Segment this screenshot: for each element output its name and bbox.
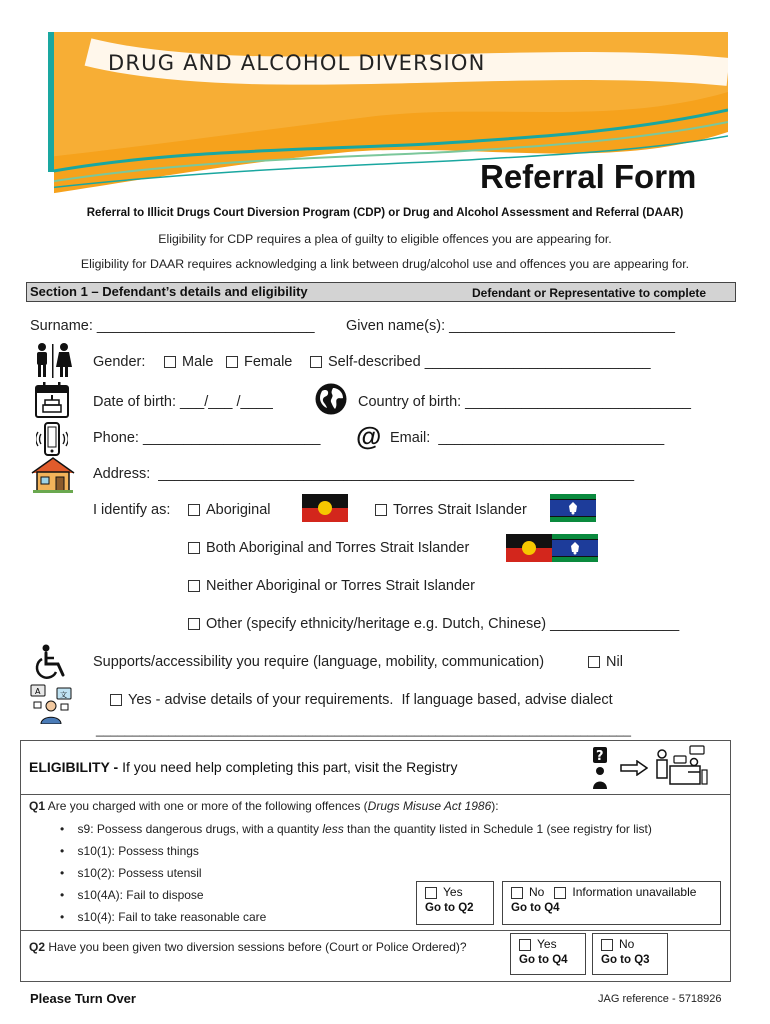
registry-desk-icon (654, 744, 708, 788)
q1-yes-goto: Go to Q2 (425, 902, 474, 914)
globe-icon (314, 382, 348, 416)
phone-icon (36, 422, 68, 456)
other-checkbox[interactable] (188, 618, 200, 630)
q2-no-label: No (619, 937, 635, 951)
daar-note: Eligibility for DAAR requires acknowledging a link between drug/alcohol use and offences you are appearing for. (80, 257, 690, 271)
yes-requirements-checkbox[interactable] (110, 694, 122, 706)
house-icon (30, 456, 76, 494)
gender-self-option[interactable] (310, 354, 651, 370)
q2-yes-goto: Go to Q4 (519, 954, 568, 966)
svg-text:?: ? (596, 749, 604, 764)
q1-end: ): (491, 799, 499, 813)
male-label: Male (182, 354, 214, 370)
identify-both-option[interactable] (188, 540, 469, 556)
q2-no-checkbox[interactable] (601, 939, 613, 951)
q2-text: Have you been given two diversion sessions before (Court or Police Ordered)? (48, 940, 467, 954)
tsi-label: Torres Strait Islander (393, 502, 527, 518)
both-label: Both Aboriginal and Torres Strait Islander (206, 540, 470, 556)
section-who: Defendant or Representative to complete (472, 286, 707, 300)
surname-field[interactable]: Surname: ___________________________ (30, 318, 315, 334)
arrow-right-icon (620, 760, 648, 776)
supports-label: Supports/accessibility you require (language, mobility, communication) (93, 654, 545, 670)
q2-no-goto: Go to Q3 (601, 954, 650, 966)
aboriginal-label: Aboriginal (206, 502, 271, 518)
phone-field[interactable]: Phone: ______________________ (93, 430, 321, 446)
q1-text: Are you charged with one or more of the following offences ( (47, 799, 368, 813)
q2-yes-label: Yes (537, 937, 557, 951)
form-subtitle: Referral to Illicit Drugs Court Diversion Program (CDP) or Drug and Alcohol Assessment and Referral (DAAR) (86, 207, 684, 219)
address-field[interactable]: Address: ___________________________________________________________ (93, 466, 635, 482)
gender-female-option[interactable] (226, 354, 292, 370)
country-of-birth-field[interactable]: Country of birth: ____________________________ (358, 394, 691, 410)
q1-number: Q1 (29, 799, 46, 813)
both-checkbox[interactable] (188, 542, 200, 554)
q2-number: Q2 (29, 940, 46, 954)
bullet-text: s10(4A): Fail to dispose (77, 888, 204, 902)
yes-requirements-label: Yes - advise details of your requirements. If language based, advise dialect (128, 692, 613, 708)
identify-label: I identify as: (93, 502, 171, 518)
email-at-icon: @ (356, 421, 382, 451)
torres-strait-flag-icon (552, 534, 598, 562)
bullet-text: s10(4): Fail to take reasonable care (77, 910, 267, 924)
supports-nil-option[interactable] (588, 654, 623, 670)
other-label: Other (specify ethnicity/heritage e.g. Dutch, Chinese) ________________ (206, 616, 680, 632)
brand-name: DRUG AND ALCOHOL DIVERSION (108, 51, 486, 75)
supports-yes-option[interactable] (110, 692, 613, 708)
divider (20, 930, 731, 931)
gender-label: Gender: (93, 354, 146, 370)
list-item: • s10(1): Possess things (60, 844, 199, 858)
jag-reference: JAG reference - 5718926 (598, 993, 722, 1005)
torres-strait-flag-icon (550, 494, 596, 522)
self-described-label: Self-described ____________________________ (328, 354, 651, 370)
toilet-people-icon (33, 342, 73, 378)
bullet-rest: than the quantity listed in Schedule 1 (see registry for list) (343, 822, 652, 836)
q1-no-choice[interactable] (502, 881, 721, 925)
q1-yes-choice[interactable] (416, 881, 494, 925)
list-item: • s9: Possess dangerous drugs, with a quantity less than the quantity listed in Schedule 1 (see registry for list) (60, 822, 652, 836)
q1-yes-checkbox[interactable] (425, 887, 437, 899)
requirements-line[interactable]: __________________________________________________________________________ (96, 722, 632, 737)
nil-label: Nil (606, 654, 623, 670)
male-checkbox[interactable] (164, 356, 176, 368)
q1-info-label: Information unavailable (572, 885, 697, 899)
q2-yes-checkbox[interactable] (519, 939, 531, 951)
identify-aboriginal-option[interactable] (188, 502, 271, 518)
q1-act: Drugs Misuse Act 1986 (367, 799, 492, 813)
list-item: • s10(4A): Fail to dispose (60, 888, 204, 902)
gender-male-option[interactable] (164, 354, 213, 370)
q1-yes-label: Yes (443, 885, 463, 899)
neither-checkbox[interactable] (188, 580, 200, 592)
self-described-checkbox[interactable] (310, 356, 322, 368)
section-title: Section 1 – Defendant’s details and eligibility (30, 284, 308, 299)
cdp-note: Eligibility for CDP requires a plea of guilty to eligible offences you are appearing for. (158, 232, 612, 246)
q2-no-choice[interactable] (592, 933, 668, 975)
female-checkbox[interactable] (226, 356, 238, 368)
identify-tsi-option[interactable] (375, 502, 527, 518)
q1-no-checkbox[interactable] (511, 887, 523, 899)
please-turn-over: Please Turn Over (30, 991, 136, 1006)
q1-no-label: No (529, 885, 545, 899)
bullet-italic: less (322, 822, 344, 836)
given-name-field[interactable]: Given name(s): ____________________________ (346, 318, 675, 334)
divider (20, 794, 731, 795)
aboriginal-checkbox[interactable] (188, 504, 200, 516)
female-label: Female (244, 354, 293, 370)
form-title: Referral Form (480, 158, 697, 195)
question-person-icon (590, 746, 610, 790)
bullet-text: s9: Possess dangerous drugs, with a quantity (77, 822, 323, 836)
aboriginal-flag-icon (506, 534, 552, 562)
svg-text:文: 文 (60, 691, 67, 699)
aboriginal-flag-icon (302, 494, 348, 522)
bullet-text: s10(2): Possess utensil (77, 866, 202, 880)
nil-checkbox[interactable] (588, 656, 600, 668)
calendar-cake-icon (34, 381, 70, 419)
bullet-text: s10(1): Possess things (77, 844, 199, 858)
identify-other-option[interactable] (188, 616, 679, 632)
q2-question (29, 940, 467, 954)
q1-no-goto: Go to Q4 (511, 902, 560, 914)
q1-info-checkbox[interactable] (554, 887, 566, 899)
neither-label: Neither Aboriginal or Torres Strait Islander (206, 578, 475, 594)
eligibility-heading-rest: If you need help completing this part, visit the Registry (122, 759, 458, 775)
email-field[interactable]: Email: ____________________________ (390, 430, 665, 446)
list-item: • s10(4): Fail to take reasonable care (60, 910, 267, 924)
list-item: • s10(2): Possess utensil (60, 866, 202, 880)
svg-text:A: A (35, 687, 41, 696)
wheelchair-icon (34, 644, 70, 680)
dob-field[interactable]: Date of birth: ___/___ /____ (93, 394, 273, 410)
q2-yes-choice[interactable] (510, 933, 586, 975)
q1-question (29, 799, 499, 813)
interpreter-icon (30, 684, 72, 724)
tsi-checkbox[interactable] (375, 504, 387, 516)
eligibility-heading-bold: ELIGIBILITY - (29, 759, 123, 775)
identify-neither-option[interactable] (188, 578, 475, 594)
eligibility-heading (29, 759, 457, 775)
